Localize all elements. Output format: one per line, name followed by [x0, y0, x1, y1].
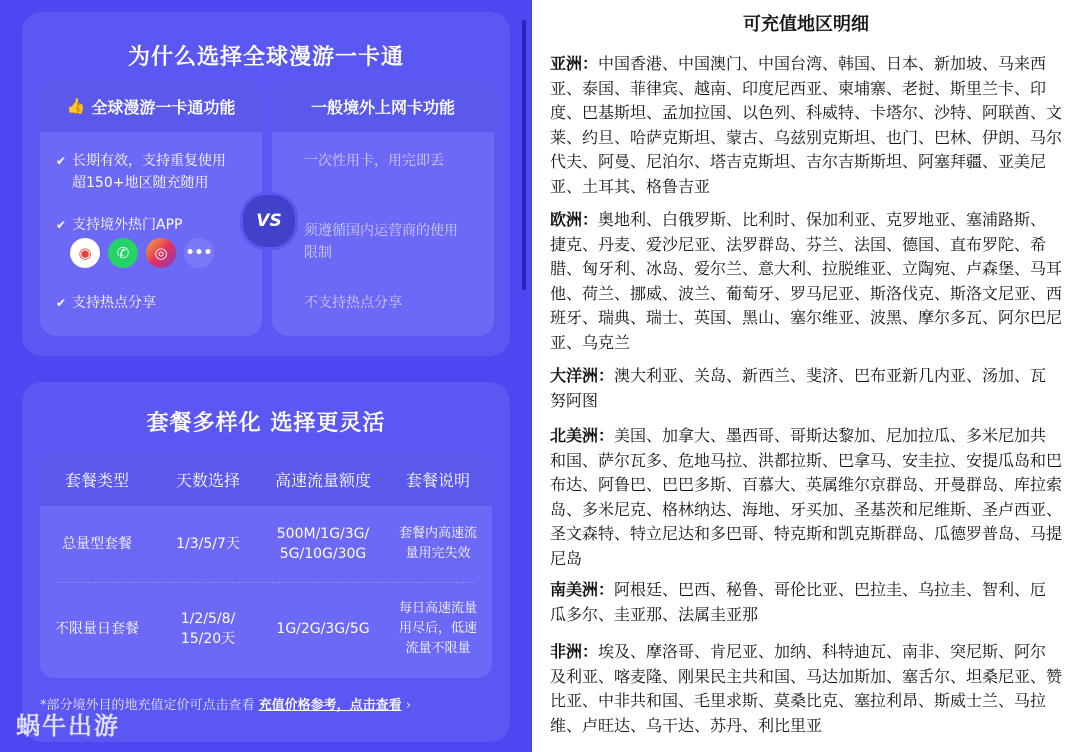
- roaming-card-header-label: 全球漫游一卡通功能: [91, 97, 236, 117]
- instagram-icon: ◎: [146, 238, 176, 268]
- footnote: *部分境外目的地充值定价可点击查看 充值价格参考，点击查看 ›: [40, 698, 412, 713]
- price-reference-link[interactable]: 充值价格参考，点击查看: [258, 698, 402, 713]
- scrollbar[interactable]: [522, 20, 526, 290]
- table-row: 不限量日套餐 1/2/5/8/ 15/20天 1G/2G/3G/5G 每日高速流量 用尽后，低速 流量不限量: [55, 601, 477, 656]
- header-type: 套餐类型: [64, 470, 129, 490]
- region-africa: 非洲：埃及、摩洛哥、肯尼亚、加纳、科特迪瓦、南非、突尼斯、阿尔及利亚、喀麦隆、刚果民主共和国、马达加斯加、塞舌尔、坦桑尼亚、赞比亚、中非共和国、毛里求斯、莫桑比克、塞拉利昂、斯威士兰、马拉维、卢旺达、乌干达、苏丹、利比里亚: [550, 642, 1063, 735]
- app-icons: [70, 238, 214, 268]
- region-asia: 亚洲：中国香港、中国澳门、中国台湾、韩国、日本、新加坡、马来西亚、泰国、菲律宾、越南、印度尼西亚、柬埔寨、老挝、斯里兰卡、印度、巴基斯坦、孟加拉国、以色列、科威特、卡塔尔、沙特、阿联酋、文莱、约旦、哈萨克斯坦、蒙古、乌兹别克斯坦、也门、巴林、伊朗、马尔代夫、阿曼、尼泊尔、塔吉克斯坦、吉尔吉斯斯坦、阿塞拜疆、亚美尼亚、土耳其、格鲁吉亚: [550, 54, 1063, 196]
- normal-card-column: [272, 80, 494, 336]
- header-note: 套餐说明: [405, 470, 470, 490]
- whatsapp-icon: ✆: [108, 238, 138, 268]
- feature-hotspot: ✔ 支持热点分享: [56, 292, 156, 314]
- feature-long-term: ✔ 长期有效，支持重复使用: [56, 150, 226, 172]
- check-icon: ✔: [56, 296, 67, 310]
- roaming-card-column: [40, 80, 262, 336]
- vs-badge: VS: [240, 192, 298, 250]
- region-list-title: 可充值地区明细: [743, 14, 869, 35]
- feature-150-regions: 超150+地区随充随用: [72, 175, 209, 191]
- comparison-card: [22, 12, 510, 356]
- normal-feature-no-hotspot: 不支持热点分享: [304, 295, 402, 311]
- chevron-right-icon[interactable]: ›: [405, 698, 412, 713]
- region-europe: 欧洲：奥地利、白俄罗斯、比利时、保加利亚、克罗地亚、塞浦路斯、捷克、丹麦、爱沙尼亚、法罗群岛、芬兰、法国、德国、直布罗陀、希腊、匈牙利、冰岛、爱尔兰、意大利、拉脱维亚、立陶宛、卢森堡、马耳他、荷兰、挪威、波兰、葡萄牙、罗马尼亚、斯洛伐克、斯洛文尼亚、西班牙、瑞典、瑞士、英国、黑山、塞尔维亚、波黑、摩尔多瓦、阿尔巴尼亚、乌克兰: [550, 210, 1063, 352]
- why-title: 为什么选择全球漫游一卡通: [127, 45, 404, 70]
- table-header: [40, 452, 492, 506]
- row-divider: [58, 582, 474, 583]
- table-row: 总量型套餐 1/3/5/7天 500M/1G/3G/ 5G/10G/30G 套餐内高速流 量用完失效: [62, 526, 477, 562]
- plans-card: [22, 382, 510, 742]
- roaming-card-header: [40, 80, 262, 132]
- thumbs-up-icon: 👍: [66, 97, 86, 115]
- normal-feature-limit: 限制: [304, 245, 332, 261]
- header-quota: 高速流量额度: [274, 470, 371, 490]
- normal-feature-domestic: 须遵循国内运营商的使用: [304, 223, 458, 239]
- normal-card-header: 一般境外上网卡功能: [272, 80, 494, 132]
- right-panel: [532, 0, 1080, 752]
- check-icon: ✔: [56, 154, 67, 168]
- google-maps-icon: ◉: [70, 238, 100, 268]
- watermark: 蜗牛出游: [16, 712, 120, 740]
- check-icon: ✔: [56, 218, 67, 232]
- feature-apps: ✔ 支持境外热门APP: [56, 214, 182, 236]
- normal-feature-one-time: 一次性用卡，用完即丢: [304, 153, 444, 169]
- region-south-america: 南美洲：阿根廷、巴西、秘鲁、哥伦比亚、巴拉圭、乌拉圭、智利、厄瓜多尔、圭亚那、法属圭亚那: [550, 580, 1047, 624]
- left-panel: [0, 0, 532, 752]
- region-oceania: 大洋洲：澳大利亚、关岛、新西兰、斐济、巴布亚新几内亚、汤加、瓦努阿图: [550, 366, 1047, 410]
- more-icon: •••: [184, 238, 214, 268]
- plans-table: [40, 452, 492, 678]
- region-north-america: 北美洲：美国、加拿大、墨西哥、哥斯达黎加、尼加拉瓜、多米尼加共和国、萨尔瓦多、危地马拉、洪都拉斯、巴拿马、安圭拉、安提瓜岛和巴布达、阿鲁巴、巴巴多斯、百慕大、英属维尔京群岛、开曼群岛、库拉索岛、多米尼克、格林纳达、海地、牙买加、圣基茨和尼维斯、圣卢西亚、圣文森特、特立尼达和多巴哥、特克斯和凯克斯群岛、瓜德罗普岛、马提尼岛: [550, 426, 1063, 568]
- header-days: 天数选择: [175, 470, 240, 490]
- plans-title: 套餐多样化 选择更灵活: [146, 411, 386, 436]
